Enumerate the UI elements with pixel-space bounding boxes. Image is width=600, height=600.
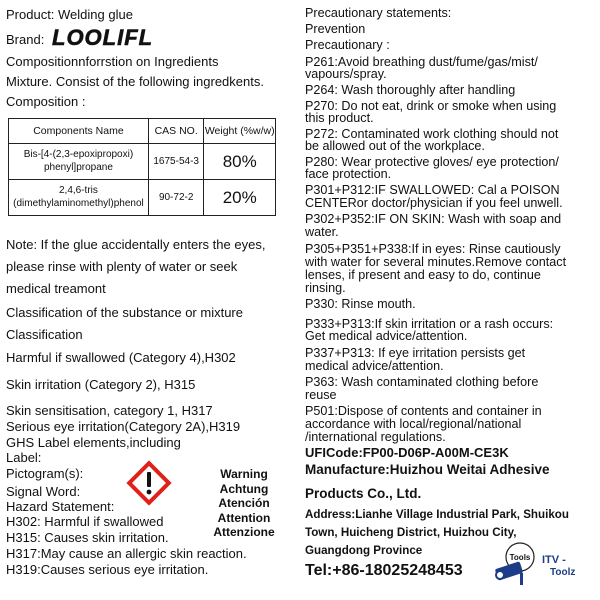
- signal-word-it: Attenzione: [213, 525, 275, 539]
- component-name: [9, 180, 149, 216]
- classification-label: Classification: [6, 327, 83, 342]
- component-cas: 1675-54-3: [148, 144, 204, 180]
- manufacture-line-2: Products Co., Ltd.: [305, 486, 422, 501]
- precaution-line: P261:Avoid breathing dust/fume/gas/mist/: [305, 55, 538, 69]
- label-heading: Label:: [6, 450, 42, 465]
- ghs-label-elements: GHS Label elements,including: [6, 435, 181, 450]
- precaution-line: P363: Wash contaminated clothing before: [305, 375, 539, 389]
- header-components: Components Name: [9, 119, 149, 144]
- badge-top-text: Tools: [509, 553, 531, 562]
- precaution-line: medical advice/attention.: [305, 359, 444, 373]
- badge-sub-text: Toolz: [550, 567, 576, 578]
- precaution-line: vapours/spray.: [305, 67, 387, 81]
- precaution-line: be allowed out of the workplace.: [305, 139, 485, 153]
- precaution-line: rinsing.: [305, 281, 346, 295]
- precaution-line: reuse: [305, 388, 337, 402]
- component-name-line2: (dimethylaminomethyl)phenol: [13, 197, 144, 209]
- brand-label: Brand:: [6, 32, 45, 47]
- intro-line-1: Compositionnforrstion on Ingredients: [6, 54, 219, 69]
- manufacture-line-1: Manufacture:Huizhou Weitai Adhesive: [305, 462, 550, 477]
- hazard-class-h302: Harmful if swallowed (Category 4),H302: [6, 350, 236, 365]
- itv-toolz-logo: [490, 541, 590, 587]
- hazard-class-h317: Skin sensitisation, category 1, H317: [6, 403, 213, 418]
- precautionary-heading: Precautionary statements:: [305, 6, 452, 20]
- signal-word-en: Warning: [220, 467, 268, 481]
- signal-word-de: Achtung: [219, 481, 269, 496]
- precaution-line: P333+P313:If skin irritation or a rash occurs:: [305, 317, 554, 331]
- table-row: [9, 144, 276, 180]
- product-line: Product: Welding glue: [6, 7, 133, 22]
- precaution-line: /international regulations.: [305, 430, 446, 444]
- note-line-3: medical treamont: [6, 281, 106, 296]
- badge-brand-text: ITV -: [542, 554, 566, 566]
- precaution-line: face protection.: [305, 167, 392, 181]
- composition-table: [8, 118, 276, 216]
- signal-word-fr: Attention: [217, 510, 271, 525]
- precaution-line: with water for several minutes.Remove contact: [305, 255, 567, 269]
- precaution-line: accordance with local/regional/national: [305, 417, 522, 431]
- signal-words: [206, 467, 282, 540]
- ufi-code: UFICode:FP00-D06P-A00M-CE3K: [305, 445, 509, 460]
- precaution-line: P270: Do not eat, drink or smoke when using: [305, 99, 557, 113]
- hazard-statement-label: Hazard Statement:: [6, 499, 115, 514]
- precaution-line: this product.: [305, 111, 374, 125]
- classification-heading: Classification of the substance or mixture: [6, 305, 243, 320]
- precaution-line: CENTERor doctor/physician if you feel unwell.: [305, 196, 563, 210]
- header-cas: CAS NO.: [148, 119, 204, 144]
- address-line-1: Address:Lianhe Village Industrial Park, Shuikou: [305, 508, 569, 521]
- table-header-row: [9, 119, 276, 144]
- hazard-class-h315: Skin irritation (Category 2), H315: [6, 377, 196, 392]
- ghs-exclamation-pictogram-icon: [126, 460, 172, 506]
- precaution-line: lenses, if present and easy to do, continue: [305, 268, 541, 282]
- note-line-1: Note: If the glue accidentally enters the eyes,: [6, 237, 266, 252]
- precaution-line: P337+P313: If eye irritation persists get: [305, 346, 526, 360]
- table-row: [9, 180, 276, 216]
- signal-word-es: Atención: [218, 496, 270, 510]
- pictogram-label: Pictogram(s):: [6, 466, 84, 481]
- component-name-line1: 2,4,6-tris: [58, 185, 98, 196]
- precautionary-sub: Precautionary :: [305, 38, 390, 52]
- hazard-statement-h319: H319:Causes serious eye irritation.: [6, 562, 209, 577]
- intro-line-3: Composition :: [6, 94, 86, 109]
- precaution-line: P302+P352:IF ON SKIN: Wash with soap and: [305, 212, 562, 226]
- component-name-line1: Bis-[4-(2,3-epoxipropoxi): [23, 149, 134, 160]
- note-line-2: please rinse with plenty of water or seek: [6, 259, 238, 274]
- security-camera-icon: [490, 541, 540, 587]
- precaution-line: P280: Wear protective gloves/ eye protection/: [305, 155, 559, 169]
- precaution-line: water.: [305, 225, 339, 239]
- precaution-line: P305+P351+P338:If in eyes: Rinse cautiously: [305, 242, 561, 256]
- tel-number: Tel:+86-18025248453: [305, 562, 463, 579]
- header-weight: Weight (%w/w): [204, 119, 276, 144]
- hazard-statement-h302: H302: Harmful if swallowed: [6, 514, 164, 529]
- hazard-statement-h315: H315: Causes skin irritation.: [6, 530, 169, 545]
- component-weight: 80%: [204, 144, 276, 180]
- precaution-line: P272: Contaminated work clothing should not: [305, 127, 559, 141]
- precaution-line: Get medical advice/attention.: [305, 329, 468, 343]
- component-weight: 20%: [204, 180, 276, 216]
- address-line-2: Town, Huicheng District, Huizhou City,: [305, 526, 517, 539]
- address-line-3: Guangdong Province: [305, 544, 423, 557]
- component-cas: 90-72-2: [148, 180, 204, 216]
- component-name: [9, 144, 149, 180]
- precaution-line: P301+P312:IF SWALLOWED: Cal a POISON: [305, 183, 560, 197]
- precaution-line: P501:Dispose of contents and container in: [305, 404, 542, 418]
- component-name-line2: phenyl]propane: [43, 161, 113, 173]
- precaution-line: P264: Wash thoroughly after handling: [305, 83, 516, 97]
- signal-word-label: Signal Word:: [6, 484, 81, 499]
- hazard-statement-h317: H317:May cause an allergic skin reaction.: [6, 546, 247, 561]
- hazard-class-h319: Serious eye irritation(Category 2A),H319: [6, 419, 241, 434]
- precaution-line: P330: Rinse mouth.: [305, 297, 416, 311]
- intro-line-2: Mixture. Consist of the following ingredkents.: [6, 74, 264, 89]
- prevention-heading: Prevention: [305, 22, 366, 36]
- brand-logo: LOOLIFL: [52, 25, 154, 50]
